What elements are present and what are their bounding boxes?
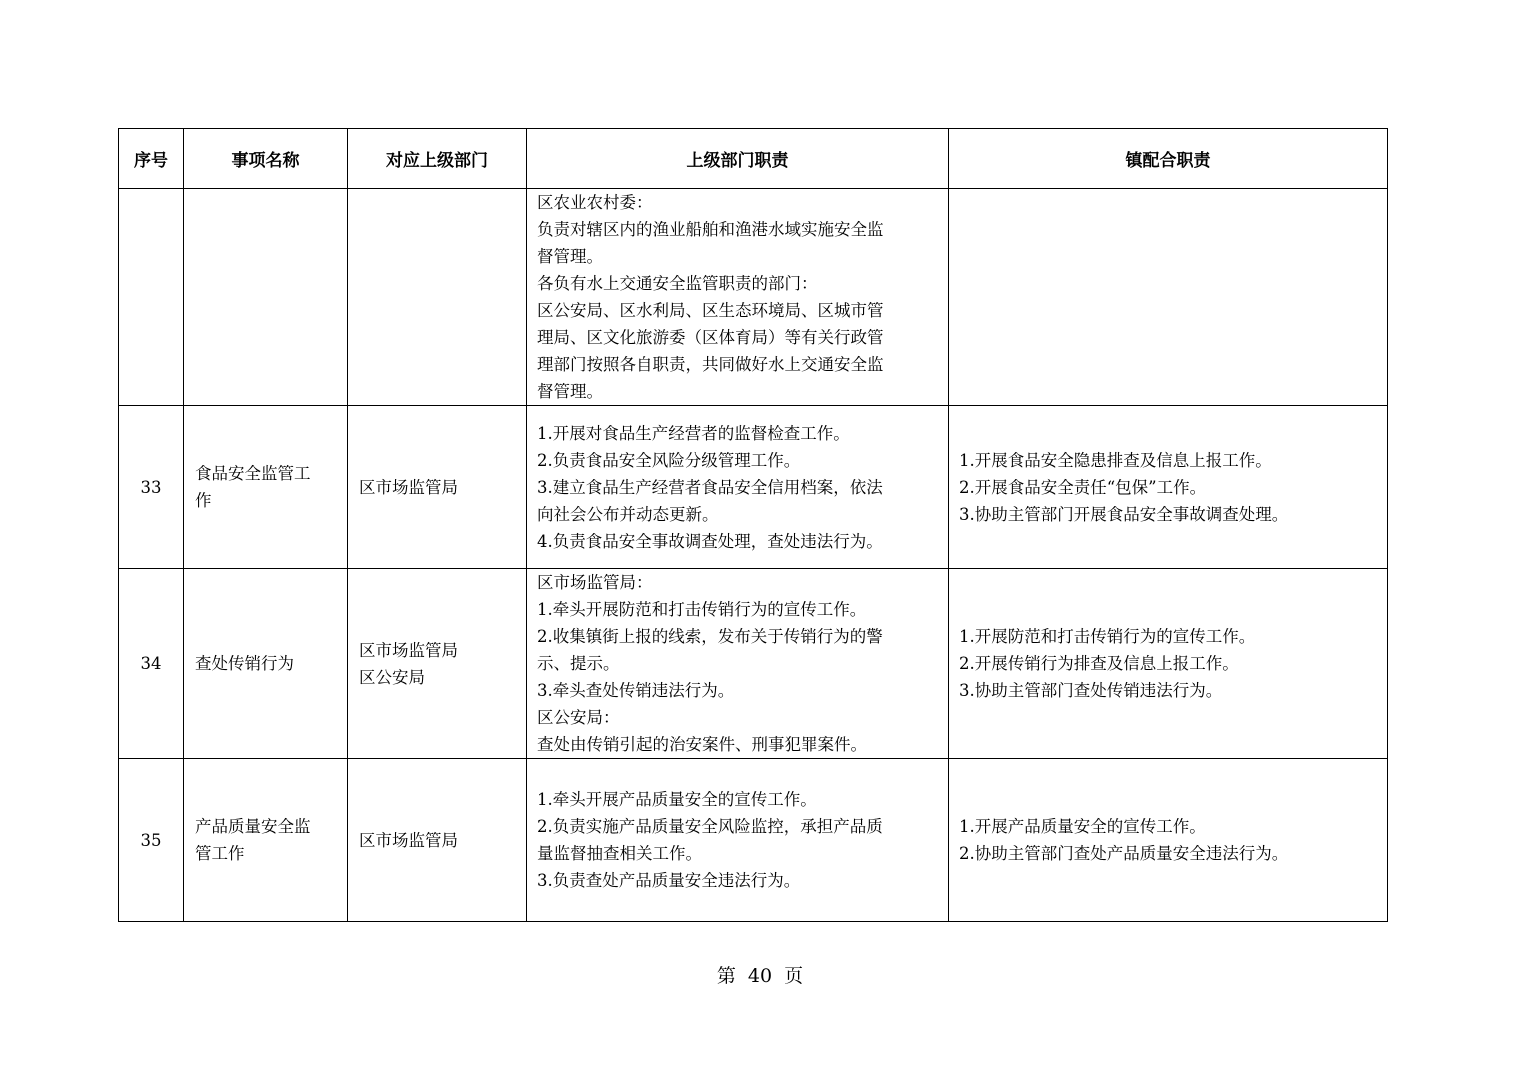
table-header-row bbox=[119, 129, 1388, 189]
cell-text-line: 督管理。 bbox=[537, 382, 603, 401]
cell-text-line: 4.负责食品安全事故调查处理，查处违法行为。 bbox=[537, 531, 883, 551]
cell-dept bbox=[348, 569, 527, 759]
table-row bbox=[119, 406, 1388, 569]
cell-upper-duty bbox=[527, 406, 949, 569]
header-dept: 对应上级部门 bbox=[348, 129, 527, 189]
cell-dept bbox=[348, 759, 527, 922]
cell-text-line: 2.开展食品安全责任“包保”工作。 bbox=[959, 477, 1207, 497]
cell-upper-duty bbox=[527, 569, 949, 759]
cell-text-line: 2.负责食品安全风险分级管理工作。 bbox=[537, 450, 801, 470]
cell-text-line: 1.开展产品质量安全的宣传工作。 bbox=[959, 817, 1206, 836]
cell-dept bbox=[348, 406, 527, 569]
cell-text-line: 区公安局、区水利局、区生态环境局、区城市管 bbox=[537, 301, 884, 320]
cell-name bbox=[184, 569, 348, 759]
cell-text-line: 督管理。 bbox=[537, 247, 603, 266]
cell-text-line: 产品质量安全监 bbox=[195, 817, 311, 836]
cell-town-duty bbox=[949, 759, 1388, 922]
cell-town-duty bbox=[949, 189, 1388, 406]
page-number: 第 40 页 bbox=[716, 965, 804, 987]
cell-text-line: 查处传销行为 bbox=[195, 654, 294, 673]
table-row bbox=[119, 759, 1388, 922]
cell-upper-duty bbox=[527, 759, 949, 922]
cell-text-line: 1.开展防范和打击传销行为的宣传工作。 bbox=[959, 627, 1256, 646]
cell-text-line: 3.协助主管部门查处传销违法行为。 bbox=[959, 681, 1223, 700]
table-row bbox=[119, 569, 1388, 759]
cell-text-line: 作 bbox=[195, 491, 212, 510]
cell-no: 34 bbox=[119, 569, 184, 759]
cell-text-line: 2.负责实施产品质量安全风险监控，承担产品质 bbox=[537, 817, 883, 836]
cell-no: 33 bbox=[119, 406, 184, 569]
cell-text-line: 量监督抽查相关工作。 bbox=[537, 844, 702, 863]
cell-text-line: 理局、区文化旅游委（区体育局）等有关行政管 bbox=[537, 328, 884, 347]
cell-name bbox=[184, 406, 348, 569]
table-row bbox=[119, 189, 1388, 406]
cell-text-line: 区市场监管局 bbox=[359, 830, 458, 850]
cell-text-line: 区农业农村委： bbox=[537, 193, 653, 212]
cell-text-line: 区市场监管局： bbox=[537, 573, 653, 592]
cell-text-line: 3.负责查处产品质量安全违法行为。 bbox=[537, 871, 801, 890]
cell-text-line: 1.开展食品安全隐患排查及信息上报工作。 bbox=[959, 450, 1272, 470]
header-town-duty: 镇配合职责 bbox=[949, 129, 1388, 189]
duty-table bbox=[118, 128, 1388, 922]
cell-text-line: 1.牵头开展产品质量安全的宣传工作。 bbox=[537, 790, 817, 809]
cell-text-line: 1.牵头开展防范和打击传销行为的宣传工作。 bbox=[537, 600, 867, 619]
cell-text-line: 负责对辖区内的渔业船舶和渔港水域实施安全监 bbox=[537, 220, 884, 239]
header-name: 事项名称 bbox=[184, 129, 348, 189]
cell-text-line: 2.开展传销行为排查及信息上报工作。 bbox=[959, 654, 1239, 673]
cell-text-line: 区公安局： bbox=[537, 708, 620, 727]
cell-text-line: 1.开展对食品生产经营者的监督检查工作。 bbox=[537, 423, 850, 443]
cell-text-line: 2.收集镇街上报的线索，发布关于传销行为的警 bbox=[537, 627, 883, 646]
cell-town-duty bbox=[949, 569, 1388, 759]
cell-text-line: 3.协助主管部门开展食品安全事故调查处理。 bbox=[959, 504, 1289, 524]
cell-text-line: 2.协助主管部门查处产品质量安全违法行为。 bbox=[959, 844, 1289, 863]
cell-name bbox=[184, 759, 348, 922]
cell-name bbox=[184, 189, 348, 406]
cell-text-line: 区公安局 bbox=[359, 667, 425, 687]
header-upper-duty: 上级部门职责 bbox=[527, 129, 949, 189]
cell-text-line: 向社会公布并动态更新。 bbox=[537, 504, 719, 524]
cell-text-line: 示、提示。 bbox=[537, 654, 620, 673]
cell-text-line: 食品安全监管工 bbox=[195, 464, 311, 483]
cell-no bbox=[119, 189, 184, 406]
cell-text-line: 各负有水上交通安全监管职责的部门： bbox=[537, 274, 818, 293]
cell-dept bbox=[348, 189, 527, 406]
cell-town-duty bbox=[949, 406, 1388, 569]
cell-text-line: 区市场监管局 bbox=[359, 477, 458, 497]
cell-text-line: 区市场监管局 bbox=[359, 640, 458, 660]
cell-text-line: 理部门按照各自职责，共同做好水上交通安全监 bbox=[537, 355, 884, 374]
header-no: 序号 bbox=[119, 129, 184, 189]
cell-text-line: 管工作 bbox=[195, 844, 245, 863]
cell-upper-duty bbox=[527, 189, 949, 406]
cell-text-line: 3.建立食品生产经营者食品安全信用档案，依法 bbox=[537, 477, 883, 497]
cell-text-line: 查处由传销引起的治安案件、刑事犯罪案件。 bbox=[537, 735, 867, 754]
cell-no: 35 bbox=[119, 759, 184, 922]
cell-text-line: 3.牵头查处传销违法行为。 bbox=[537, 681, 735, 700]
